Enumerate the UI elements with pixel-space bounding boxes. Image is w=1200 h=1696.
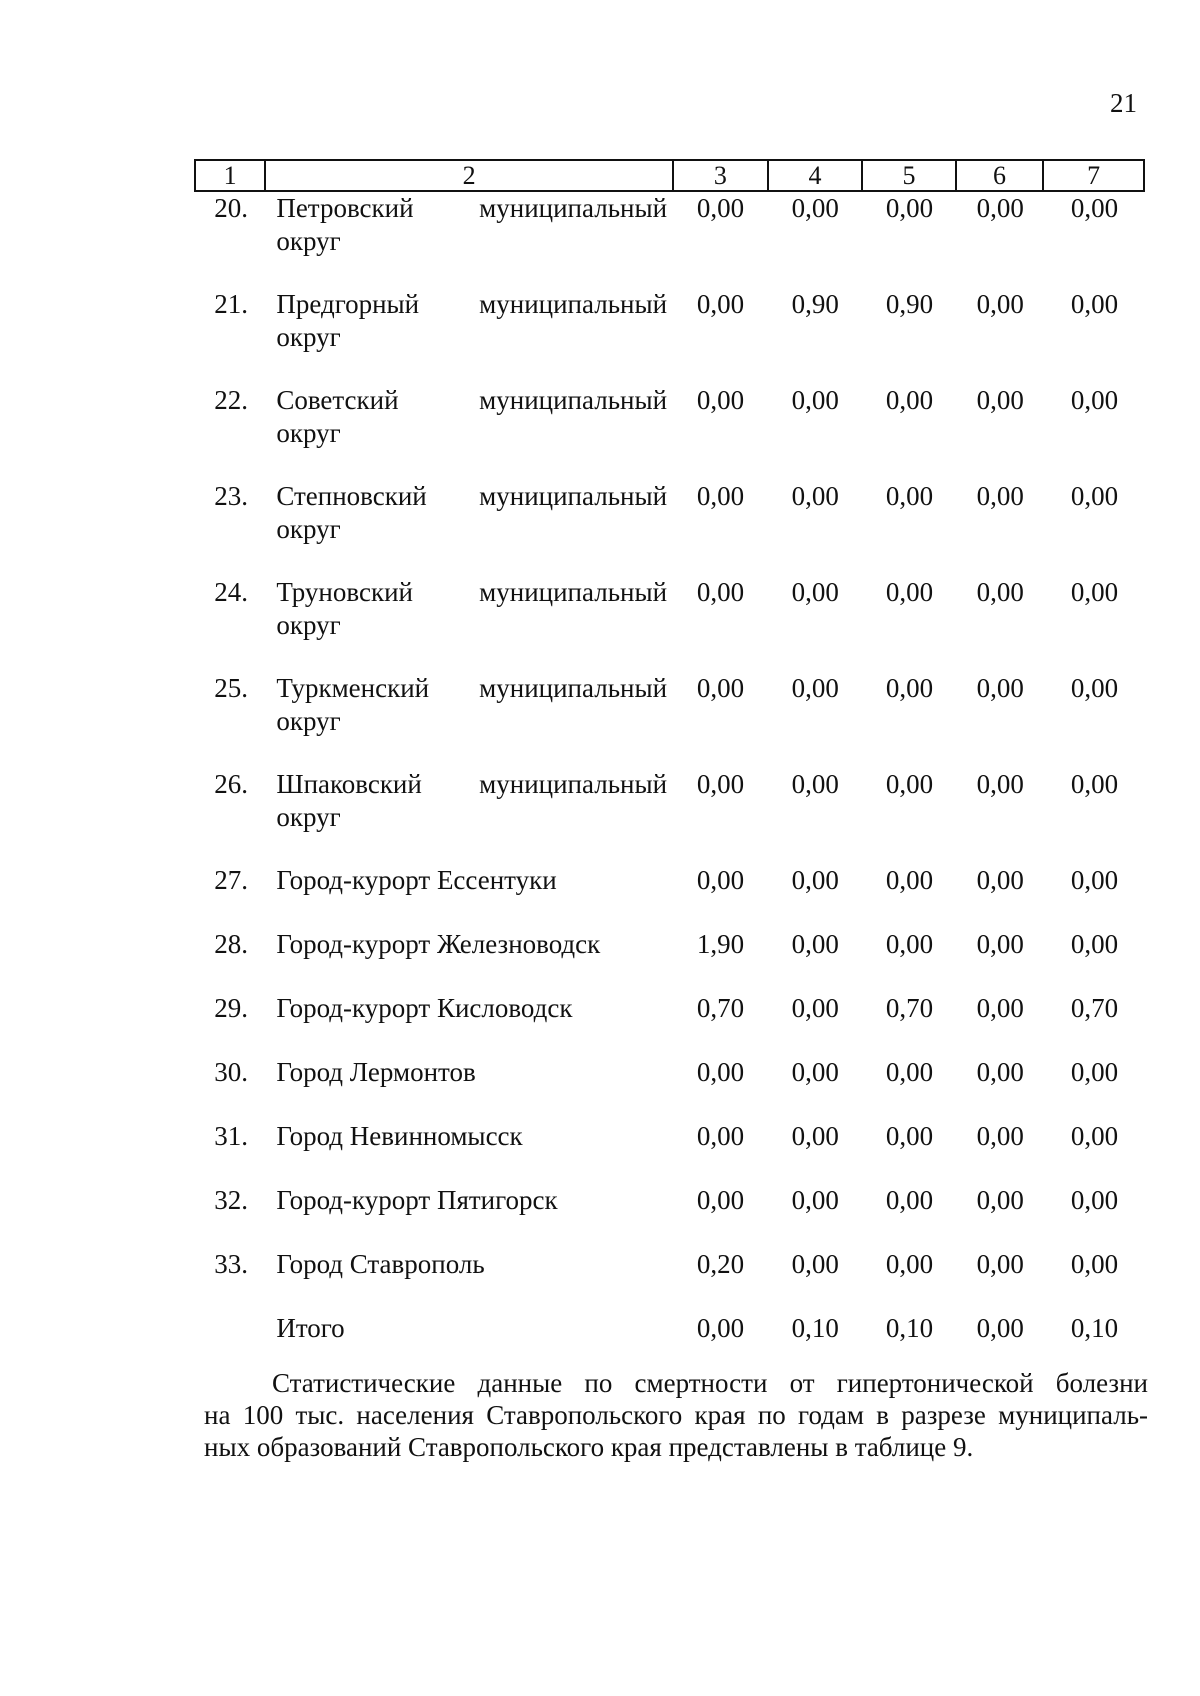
value-cell: 0,00: [696, 1313, 745, 1343]
row-number: 22.: [214, 385, 249, 415]
municipality-name: [264, 672, 673, 768]
table-row: [194, 768, 1145, 864]
value-cell: 0,00: [1070, 577, 1119, 607]
paragraph-line: Статистические данные по смертности от гипертонической болезни: [272, 1368, 1148, 1398]
table-row: [194, 1120, 1145, 1184]
row-number: 23.: [214, 481, 249, 511]
value-cell: 0,00: [791, 385, 839, 415]
value-cell: 0,00: [1070, 193, 1119, 223]
value-cell: 0,00: [696, 865, 745, 895]
municipality-name: [264, 480, 673, 576]
value-cell: 0,00: [1070, 673, 1119, 703]
value-cell: 0,00: [976, 1313, 1024, 1343]
row-number: 27.: [214, 865, 249, 895]
value-cell: 0,20: [696, 1249, 745, 1279]
value-cell: 0,00: [976, 1185, 1024, 1215]
value-cell: 0,00: [1070, 1185, 1119, 1215]
value-cell: 0,00: [976, 385, 1024, 415]
value-cell: 0,00: [791, 481, 839, 511]
header-row: [195, 160, 1144, 191]
value-cell: 0,00: [1070, 289, 1119, 319]
row-number: 26.: [214, 769, 249, 799]
name-part: Петровский: [276, 193, 414, 223]
value-cell: 0,00: [976, 1057, 1024, 1087]
row-number: 28.: [214, 929, 249, 959]
name-part: Предгорный: [276, 289, 420, 319]
name-part: муниципальный: [479, 193, 668, 223]
table-row: [194, 864, 1145, 928]
value-cell: 0,00: [885, 481, 934, 511]
value-cell: 0,00: [696, 481, 745, 511]
value-cell: 0,00: [1070, 769, 1119, 799]
value-cell: 0,00: [885, 929, 934, 959]
header-cell-7: 7: [1043, 160, 1144, 191]
value-cell: 0,00: [976, 577, 1024, 607]
name-part: муниципальный: [479, 385, 668, 415]
paragraph-line: ных образований Ставропольского края представлены в таблице 9.: [204, 1432, 974, 1462]
value-cell: 0,00: [696, 385, 745, 415]
value-cell: 0,70: [1070, 993, 1119, 1023]
table-header: [194, 159, 1145, 192]
header-cell-1: 1: [195, 160, 265, 191]
value-cell: 0,00: [885, 193, 934, 223]
value-cell: 0,00: [885, 1249, 934, 1279]
name-line-1: [276, 672, 667, 705]
value-cell: 0,00: [976, 193, 1024, 223]
name-part: Степновский: [276, 481, 427, 511]
row-number: 21.: [214, 289, 249, 319]
value-cell: 0,00: [696, 193, 745, 223]
row-number: 20.: [214, 193, 249, 223]
value-cell: 0,00: [976, 929, 1024, 959]
value-cell: 0,00: [696, 1057, 745, 1087]
value-cell: 0,00: [1070, 1121, 1119, 1151]
header-cell-4: 4: [768, 160, 863, 191]
name-part: муниципальный: [479, 769, 668, 799]
value-cell: 0,00: [791, 193, 839, 223]
name-line-1: [276, 192, 667, 225]
municipality-name: Город-курорт Кисловодск: [276, 993, 573, 1023]
name-line-2: округ: [276, 802, 341, 832]
value-cell: 0,00: [1070, 1057, 1119, 1087]
name-part: Труновский: [276, 577, 413, 607]
body-paragraph: [204, 1367, 1148, 1463]
row-number: 29.: [214, 993, 249, 1023]
name-part: Туркменский: [276, 673, 430, 703]
value-cell: 0,10: [885, 1313, 934, 1343]
value-cell: 0,10: [791, 1313, 839, 1343]
value-cell: 0,00: [1070, 865, 1119, 895]
value-cell: 0,00: [976, 1121, 1024, 1151]
municipality-name: [264, 192, 673, 288]
value-cell: 0,70: [885, 993, 934, 1023]
paragraph-line: на 100 тыс. населения Ставропольского края по годам в разрезе муниципаль-: [204, 1400, 1148, 1430]
value-cell: 0,00: [696, 673, 745, 703]
value-cell: 0,00: [791, 1121, 839, 1151]
name-line-1: [276, 768, 667, 801]
table-row: [194, 672, 1145, 768]
value-cell: 0,90: [791, 289, 839, 319]
header-cell-3: 3: [673, 160, 768, 191]
value-cell: 0,00: [976, 865, 1024, 895]
value-cell: 0,00: [976, 673, 1024, 703]
value-cell: 1,90: [696, 929, 745, 959]
municipality-name: Город-курорт Железноводск: [276, 929, 601, 959]
value-cell: 0,00: [791, 1185, 839, 1215]
name-part: Советский: [276, 385, 399, 415]
name-line-1: [276, 384, 667, 417]
table-row: [194, 384, 1145, 480]
value-cell: 0,00: [1070, 929, 1119, 959]
table-row: [194, 288, 1145, 384]
header-cell-2: 2: [265, 160, 673, 191]
value-cell: 0,00: [885, 1185, 934, 1215]
municipality-name: Город Невинномысск: [276, 1121, 523, 1151]
name-line-1: [276, 576, 667, 609]
table-row: [194, 576, 1145, 672]
header-cell-6: 6: [956, 160, 1043, 191]
value-cell: 0,00: [885, 385, 934, 415]
page-number: 21: [1110, 88, 1137, 118]
municipality-name: Город-курорт Ессентуки: [276, 865, 557, 895]
value-cell: 0,00: [1070, 481, 1119, 511]
name-line-2: округ: [276, 322, 341, 352]
row-number: 32.: [214, 1185, 249, 1215]
value-cell: 0,00: [885, 1057, 934, 1087]
name-part: муниципальный: [479, 289, 668, 319]
value-cell: 0,00: [791, 993, 839, 1023]
value-cell: 0,00: [696, 1121, 745, 1151]
value-cell: 0,00: [696, 289, 745, 319]
value-cell: 0,00: [885, 769, 934, 799]
value-cell: 0,00: [791, 577, 839, 607]
value-cell: 0,00: [791, 929, 839, 959]
value-cell: 0,00: [976, 769, 1024, 799]
name-line-2: округ: [276, 418, 341, 448]
value-cell: 0,00: [1070, 385, 1119, 415]
name-line-1: [276, 288, 667, 321]
value-cell: 0,00: [885, 577, 934, 607]
table-row: [194, 992, 1145, 1056]
name-line-2: округ: [276, 610, 341, 640]
value-cell: 0,00: [791, 673, 839, 703]
table-row: [194, 1184, 1145, 1248]
name-part: муниципальный: [479, 577, 668, 607]
municipality-name: Итого: [276, 1313, 345, 1343]
value-cell: 0,00: [696, 577, 745, 607]
value-cell: 0,00: [791, 865, 839, 895]
value-cell: 0,00: [791, 1249, 839, 1279]
municipality-name: [264, 288, 673, 384]
value-cell: 0,00: [885, 865, 934, 895]
municipality-name: Город Лермонтов: [276, 1057, 476, 1087]
municipality-name: [264, 384, 673, 480]
value-cell: 0,00: [976, 993, 1024, 1023]
municipality-name: [264, 576, 673, 672]
value-cell: 0,90: [885, 289, 934, 319]
municipality-name: Город-курорт Пятигорск: [276, 1185, 558, 1215]
name-line-2: округ: [276, 226, 341, 256]
name-part: муниципальный: [479, 673, 668, 703]
value-cell: 0,00: [791, 769, 839, 799]
row-number: 25.: [214, 673, 249, 703]
name-part: муниципальный: [479, 481, 668, 511]
row-number: 30.: [214, 1057, 249, 1087]
value-cell: 0,00: [696, 769, 745, 799]
row-number: 24.: [214, 577, 249, 607]
row-number: 33.: [214, 1249, 249, 1279]
data-table: [194, 192, 1145, 1376]
row-number: 31.: [214, 1121, 249, 1151]
value-cell: 0,70: [696, 993, 745, 1023]
table-row: [194, 928, 1145, 992]
name-line-1: [276, 480, 667, 513]
value-cell: 0,00: [885, 1121, 934, 1151]
municipality-name: [264, 768, 673, 864]
municipality-name: Город Ставрополь: [276, 1249, 485, 1279]
table-row: [194, 1248, 1145, 1312]
value-cell: 0,10: [1070, 1313, 1119, 1343]
value-cell: 0,00: [976, 481, 1024, 511]
name-part: Шпаковский: [276, 769, 422, 799]
table-row: [194, 192, 1145, 288]
value-cell: 0,00: [976, 1249, 1024, 1279]
value-cell: 0,00: [791, 1057, 839, 1087]
value-cell: 0,00: [976, 289, 1024, 319]
value-cell: 0,00: [885, 673, 934, 703]
name-line-2: округ: [276, 706, 341, 736]
table-row: [194, 1056, 1145, 1120]
value-cell: 0,00: [1070, 1249, 1119, 1279]
header-cell-5: 5: [862, 160, 956, 191]
name-line-2: округ: [276, 514, 341, 544]
value-cell: 0,00: [696, 1185, 745, 1215]
table-row: [194, 480, 1145, 576]
